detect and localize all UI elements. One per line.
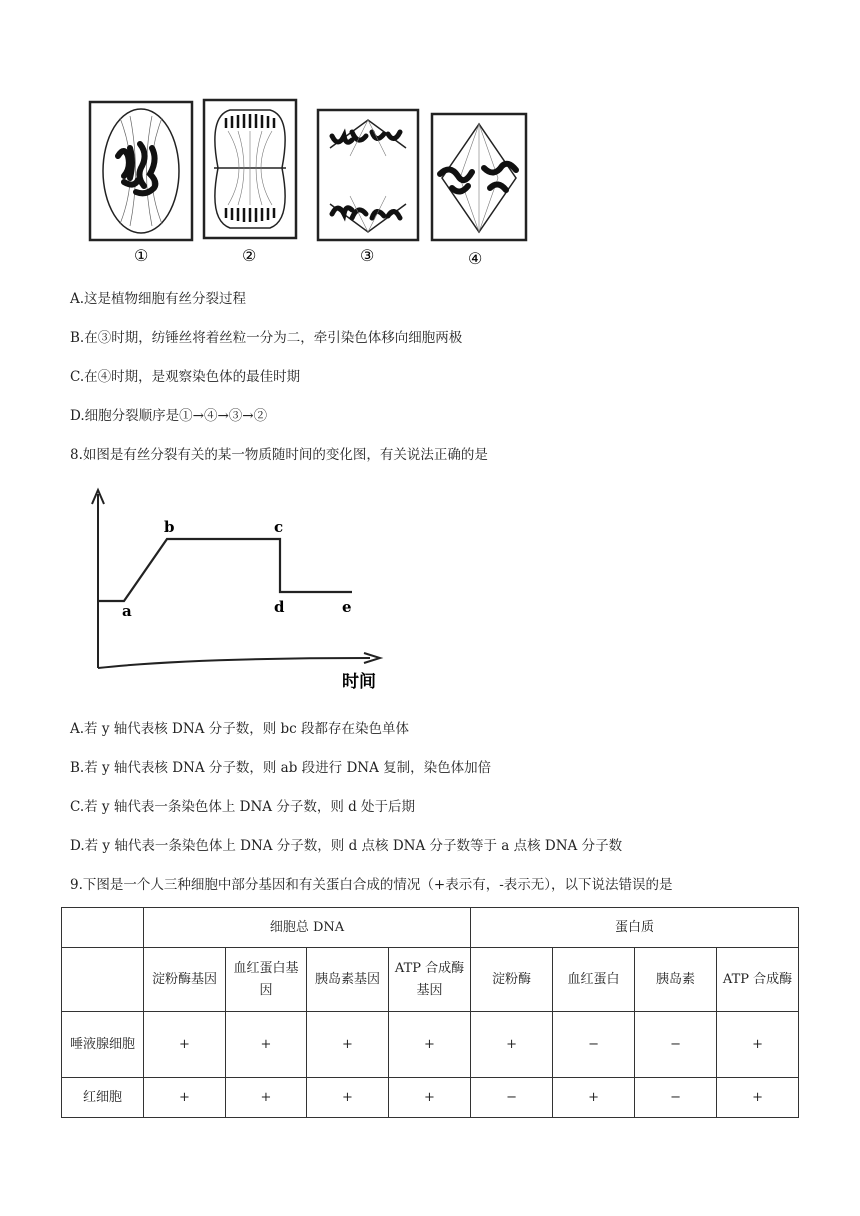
header-dna-col: 胰岛素基因: [307, 948, 389, 1012]
cell-phase-1-drawing: [90, 102, 192, 240]
table-cell: +: [307, 1078, 389, 1118]
q8-option-a: A.若 y 轴代表核 DNA 分子数，则 bc 段都存在染色单体: [70, 721, 410, 737]
table-cell: +: [226, 1078, 307, 1118]
table-cell: +: [144, 1012, 226, 1078]
cell-phase-2-drawing: [204, 100, 296, 238]
cell-label-3: ③: [360, 246, 375, 265]
table-row: [62, 1078, 799, 1118]
cell-label-1: ①: [134, 246, 149, 265]
q8-stem: 8.如图是有丝分裂有关的某一物质随时间的变化图，有关说法正确的是: [70, 447, 488, 463]
header-protein-col: 胰岛素: [635, 948, 717, 1012]
x-axis-label: 时间: [342, 672, 376, 692]
row-label: 唾液腺细胞: [62, 1012, 144, 1078]
table-cell: +: [471, 1012, 553, 1078]
point-c: c: [274, 518, 284, 536]
table-cell: +: [144, 1078, 226, 1118]
point-b: b: [164, 518, 175, 536]
table-cell: −: [471, 1078, 553, 1118]
header-dna-col: 淀粉酶基因: [144, 948, 226, 1012]
table-cell: −: [635, 1012, 717, 1078]
row-label: 红细胞: [62, 1078, 144, 1118]
x-axis: [98, 658, 370, 668]
header-protein-col: ATP 合成酶: [717, 948, 799, 1012]
cell-phase-3-drawing: [318, 110, 418, 240]
q7-option-c: C.在④时期，是观察染色体的最佳时期: [70, 369, 301, 385]
q9-table: [61, 907, 799, 1118]
table-cell: +: [553, 1078, 635, 1118]
table-corner-cell: [62, 908, 144, 948]
table-cell: +: [226, 1012, 307, 1078]
table-empty-cell: [62, 948, 144, 1012]
q9-stem: 9.下图是一个人三种细胞中部分基因和有关蛋白合成的情况（+表示有，-表示无），以下说法错误的是: [70, 877, 673, 893]
point-e: e: [342, 598, 352, 616]
header-protein-col: 淀粉酶: [471, 948, 553, 1012]
graph-line: [98, 539, 352, 601]
header-dna-col: 血红蛋白基因: [226, 948, 307, 1012]
header-dna-col: ATP 合成酶基因: [389, 948, 471, 1012]
q8-option-c: C.若 y 轴代表一条染色体上 DNA 分子数，则 d 处于后期: [70, 799, 416, 815]
cell-division-figure: [80, 96, 540, 276]
q8-graph: [70, 482, 390, 697]
q7-option-d: D.细胞分裂顺序是①→④→③→②: [70, 408, 268, 424]
table-cell: +: [307, 1012, 389, 1078]
table-row: [62, 1012, 799, 1078]
header-dna-group: 细胞总 DNA: [144, 908, 471, 948]
table-cell: +: [389, 1012, 471, 1078]
table-cell: +: [389, 1078, 471, 1118]
table-cell: −: [635, 1078, 717, 1118]
table-cell: +: [717, 1078, 799, 1118]
q8-option-d: D.若 y 轴代表一条染色体上 DNA 分子数，则 d 点核 DNA 分子数等于 a 点核 DNA 分子数: [70, 838, 623, 854]
cell-label-4: ④: [468, 249, 483, 268]
point-d: d: [274, 598, 285, 616]
point-a: a: [122, 602, 132, 620]
cell-phase-4-drawing: [432, 114, 526, 240]
q8-option-b: B.若 y 轴代表核 DNA 分子数，则 ab 段进行 DNA 复制，染色体加倍: [70, 760, 492, 776]
table-cell: +: [717, 1012, 799, 1078]
q7-option-b: B.在③时期，纺锤丝将着丝粒一分为二，牵引染色体移向细胞两极: [70, 330, 463, 346]
q7-option-a: A.这是植物细胞有丝分裂过程: [70, 291, 247, 307]
header-protein-col: 血红蛋白: [553, 948, 635, 1012]
cell-label-2: ②: [242, 246, 257, 265]
table-cell: −: [553, 1012, 635, 1078]
header-protein-group: 蛋白质: [471, 908, 799, 948]
